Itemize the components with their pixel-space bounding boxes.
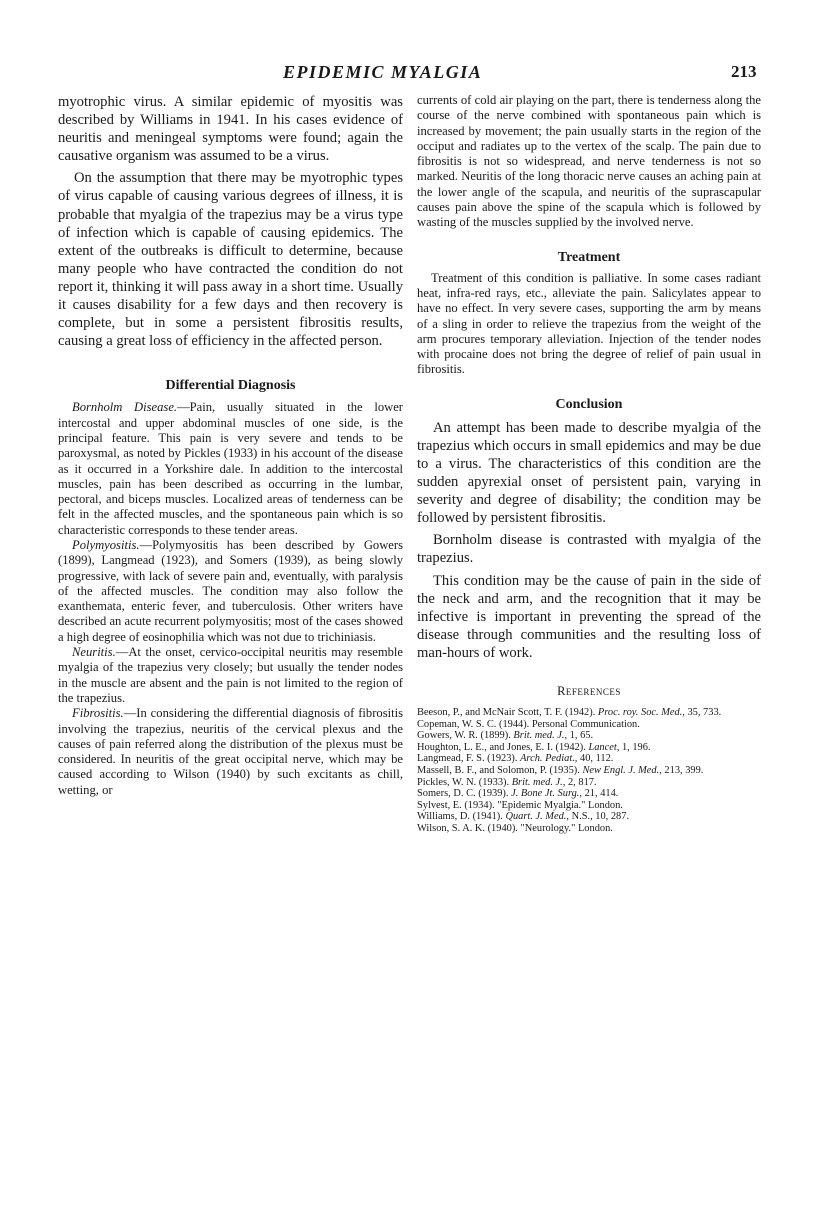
reference-details: Personal Communication.	[531, 718, 640, 730]
reference-details: 21, 414.	[584, 788, 619, 800]
bornholm-text: —Pain, usually situated in the lower intercostal and upper abdominal muscles of one side, is the principal feature. This pain is very severe and tends to be paroxysmal, as noted by Pickles (1933) in his account of the disease as it occurred in a Yorkshire dale. In addition to the intercostal muscles, pain has been described as occurring in the lumbar, pectoral, and biceps muscles. Localized areas of tenderness can be felt in the affected muscles, and the spontaneous pain which is so characteristic corresponds to these tender areas.	[58, 400, 404, 537]
reference-authors: Beeson, P., and McNair Scott, T. F. (1942).	[417, 706, 596, 718]
polymyositis-text: —Polymyositis has been described by Gowers (1899), Langmead (1923), and Somers (1939), as being slowly progressive, with lack of severe pain and, eventually, with paralysis of the affected muscles. The condition may also follow the exanthemata, enteric fever, and tuberculosis. Other writers have described an acute recurrent polymyositis; most of the cases showed a high degree of eosinophilia which was not due to trichiniasis.	[58, 537, 403, 644]
continuation-paragraph: currents of cold air playing on the part, there is tenderness along the course of the nerve combined with spontaneous pain which is increased by movement; the pain usually starts in the region of the occiput and radiates up to the vertex of the scalp. The pain due to fibrositis is not so widespread, and nerve tenderness is not so marked. Neuritis of the long thoracic nerve causes an aching pain at the lower angle of the scapula, and neuritis of the suprascapular causes pain above the spine of the scapula which is followed by wasting of the muscles supplied by the involved nerve.	[417, 93, 761, 230]
page-header	[0, 62, 816, 86]
reference-item	[417, 742, 761, 754]
reference-item	[417, 811, 761, 823]
reference-item	[417, 719, 761, 731]
conclusion-paragraph-1: An attempt has been made to describe myalgia of the trapezius which occurs in small epidemics and may be due to a virus. The characteristics of this condition are the sudden apyrexial onset of persistent pain, varying in severity and degree of disability; the condition may be followed by persistent fibrositis.	[417, 419, 761, 527]
reference-item	[417, 753, 761, 765]
reference-authors: Pickles, W. N. (1933).	[417, 776, 510, 788]
right-column	[417, 93, 761, 835]
reference-details: 1, 196.	[621, 741, 651, 753]
neuritis-text: —At the onset, cervico-occipital neuritis may resemble myalgia of the trapezius very closely; but usually the tender nodes in the muscle are absent and the pain is not limited to the region of the trapezius.	[58, 645, 403, 705]
reference-authors: Gowers, W. R. (1899).	[417, 730, 511, 742]
fibrositis-paragraph	[58, 706, 403, 798]
reference-journal: Quart. J. Med.,	[505, 811, 569, 823]
reference-journal: Brit. med. J.,	[513, 730, 568, 742]
conclusion-paragraph-3: This condition may be the cause of pain in the side of the neck and arm, and the recognition that it may be infective is important in preventing the spread of the disease through communities and the resulting loss of man-hours of work.	[417, 572, 761, 661]
reference-journal: J. Bone Jt. Surg.,	[511, 788, 582, 800]
polymyositis-lead: Polymyositis.	[72, 537, 140, 552]
bornholm-paragraph	[58, 400, 403, 538]
reference-item	[417, 800, 761, 812]
reference-journal: Arch. Pediat.,	[520, 753, 578, 765]
reference-details: 2, 817.	[567, 776, 597, 788]
polymyositis-paragraph	[58, 538, 403, 645]
reference-item	[417, 765, 761, 777]
reference-details: N.S., 10, 287.	[571, 811, 630, 823]
neuritis-paragraph	[58, 645, 403, 706]
reference-journal: Proc. roy. Soc. Med.,	[597, 706, 685, 718]
fibrositis-lead: Fibrositis.	[72, 706, 124, 721]
treatment-heading: Treatment	[557, 249, 621, 265]
treatment-paragraph: Treatment of this condition is palliative. In some cases radiant heat, infra-red rays, etc., alleviate the pain. Salicylates appear to have no effect. In very severe cases, supporting the arm by means of a sling in order to relieve the trapezius from the weight of the arm procures temporary alleviation. Injection of the tender nodes with procaine does not bring the degree of relief of pain usual in fibrositis.	[417, 270, 761, 377]
page-number: 213	[731, 62, 757, 81]
reference-item	[417, 823, 761, 835]
conclusion-paragraph-2: Bornholm disease is contrasted with myalgia of the trapezius.	[417, 532, 761, 567]
reference-item	[417, 777, 761, 789]
bornholm-lead: Bornholm Disease.	[72, 400, 178, 415]
reference-authors: Williams, D. (1941).	[417, 811, 503, 823]
reference-authors: Wilson, S. A. K. (1940).	[417, 822, 518, 834]
references-list	[417, 707, 761, 835]
reference-details: "Epidemic Myalgia." London.	[497, 799, 623, 811]
references-heading: References	[557, 683, 621, 698]
reference-authors: Somers, D. C. (1939).	[417, 788, 509, 800]
reference-item	[417, 707, 761, 719]
reference-item	[417, 730, 761, 742]
reference-journal: Brit. med. J.,	[511, 776, 566, 788]
reference-authors: Sylvest, E. (1934).	[417, 799, 495, 811]
intro-paragraph-2: On the assumption that there may be myotrophic types of virus capable of causing various degrees of illness, it is probable that myalgia of the trapezius may be a virus type of infection which is capable of causing epidemics. The extent of the outbreaks is difficult to determine, because many people who have contracted the condition do not report it, thinking it will pass away in a short time. Usually it causes disability for a few days and then recovery is complete, but in some a persistent fibrositis results, causing a great loss of efficiency in the affected person.	[58, 170, 403, 350]
neuritis-lead: Neuritis.	[72, 645, 116, 660]
intro-paragraph-1: myotrophic virus. A similar epidemic of myositis was described by Williams in 1941. In his cases evidence of neuritis and meningeal symptoms were found; again the causative organism was assumed to be a virus.	[58, 94, 403, 165]
reference-journal: New Engl. J. Med.,	[582, 764, 662, 776]
reference-authors: Langmead, F. S. (1923).	[417, 753, 518, 765]
differential-diagnosis-heading: Differential Diagnosis	[165, 378, 296, 394]
reference-authors: Houghton, L. E., and Jones, E. I. (1942).	[417, 741, 586, 753]
reference-journal: Lancet,	[588, 741, 620, 753]
reference-details: 35, 733.	[687, 706, 722, 718]
conclusion-heading: Conclusion	[555, 396, 623, 412]
reference-authors: Copeman, W. S. C. (1944).	[417, 718, 530, 730]
running-title: EPIDEMIC MYALGIA	[283, 62, 483, 82]
reference-details: "Neurology." London.	[520, 822, 613, 834]
fibrositis-text: —In considering the differential diagnosis of fibrositis involving the trapezius, neuritis of the cervical plexus and the causes of pain referred along the distribution of the plexus must be considered. In neuritis of the great occipital nerve, which may be caused according to Wilson (1940) by such excitants as chill, wetting, or	[58, 706, 403, 797]
reference-details: 1, 65.	[569, 730, 594, 742]
reference-authors: Massell, B. F., and Solomon, P. (1935).	[417, 764, 580, 776]
reference-item	[417, 788, 761, 800]
reference-details: 213, 399.	[664, 764, 704, 776]
reference-details: 40, 112.	[580, 753, 614, 765]
left-column	[58, 93, 403, 798]
